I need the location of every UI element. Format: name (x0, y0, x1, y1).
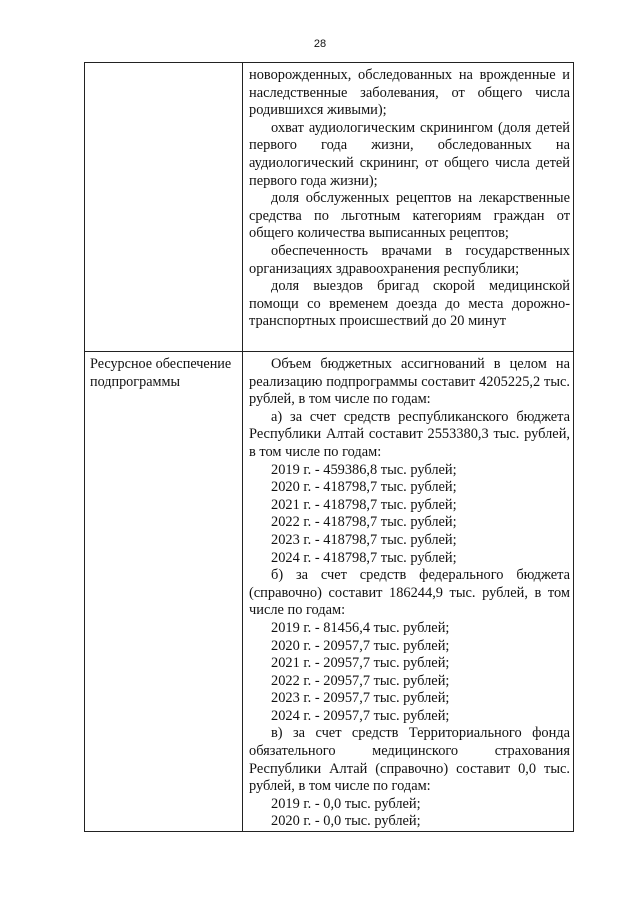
page-number: 28 (313, 38, 327, 50)
indicator-text: обеспеченность врачами в государственных организациях здравоохранения республики; (249, 242, 570, 277)
year-amount: 2022 г. - 418798,7 тыс. рублей; (271, 514, 457, 531)
funding-section-b: б) за счет средств федерального бюджета (справочно) составит 186244,9 тыс. рублей, в том числе по годам: (249, 567, 570, 619)
indicators-cell (243, 63, 574, 352)
funding-section-a: а) за счет средств республиканского бюджета Республики Алтай составит 2553380,3 тыс. рублей, в том числе по годам: (249, 408, 570, 460)
year-amount: 2024 г. - 418798,7 тыс. рублей; (271, 549, 457, 566)
indicator-text: доля обслуженных рецептов на лекарственные средства по льготным категориям граждан от общего количества выписанных рецептов; (249, 190, 570, 242)
year-amount: 2019 г. - 81456,4 тыс. рублей; (271, 619, 450, 636)
year-amount: 2023 г. - 20957,7 тыс. рублей; (271, 690, 450, 707)
year-amount: 2019 г. - 0,0 тыс. рублей; (271, 795, 421, 812)
year-amount: 2020 г. - 0,0 тыс. рублей; (271, 813, 421, 830)
year-amount: 2021 г. - 418798,7 тыс. рублей; (271, 496, 457, 513)
funding-intro: Объем бюджетных ассигнований в целом на реализацию подпрограммы составит 4205225,2 тыс. рублей, в том числе по годам: (249, 356, 570, 408)
row-label-resources: Ресурсное обеспечение подпрограммы (85, 352, 243, 832)
year-amount: 2022 г. - 20957,7 тыс. рублей; (271, 672, 450, 689)
table-row-indicators (85, 63, 574, 352)
year-amount: 2019 г. - 459386,8 тыс. рублей; (271, 461, 457, 478)
row-label-empty (85, 63, 243, 352)
year-amount: 2023 г. - 418798,7 тыс. рублей; (271, 531, 457, 548)
subprogram-passport-table (84, 62, 574, 832)
indicator-text: доля выездов бригад скорой медицинской помощи со временем доезда до места дорожно-транспортных происшествий до 20 минут (249, 278, 570, 330)
year-amount: 2020 г. - 20957,7 тыс. рублей; (271, 637, 450, 654)
indicator-text: новорожденных, обследованных на врожденные и наследственные заболевания, от общего числа родившихся живыми); (249, 67, 570, 119)
funding-section-c: в) за счет средств Территориального фонда обязательного медицинского страхования Республики Алтай (справочно) составит 0,0 тыс. рублей, в том числе по годам: (249, 725, 570, 795)
resources-cell (243, 352, 574, 832)
year-amount: 2021 г. - 20957,7 тыс. рублей; (271, 655, 450, 672)
table-row-resources (85, 352, 574, 832)
year-amount: 2020 г. - 418798,7 тыс. рублей; (271, 479, 457, 496)
indicator-text: охват аудиологическим скринингом (доля детей первого года жизни, обследованных на аудиологический скрининг, от общего числа детей первого года жизни); (249, 119, 570, 189)
year-amount: 2024 г. - 20957,7 тыс. рублей; (271, 707, 450, 724)
